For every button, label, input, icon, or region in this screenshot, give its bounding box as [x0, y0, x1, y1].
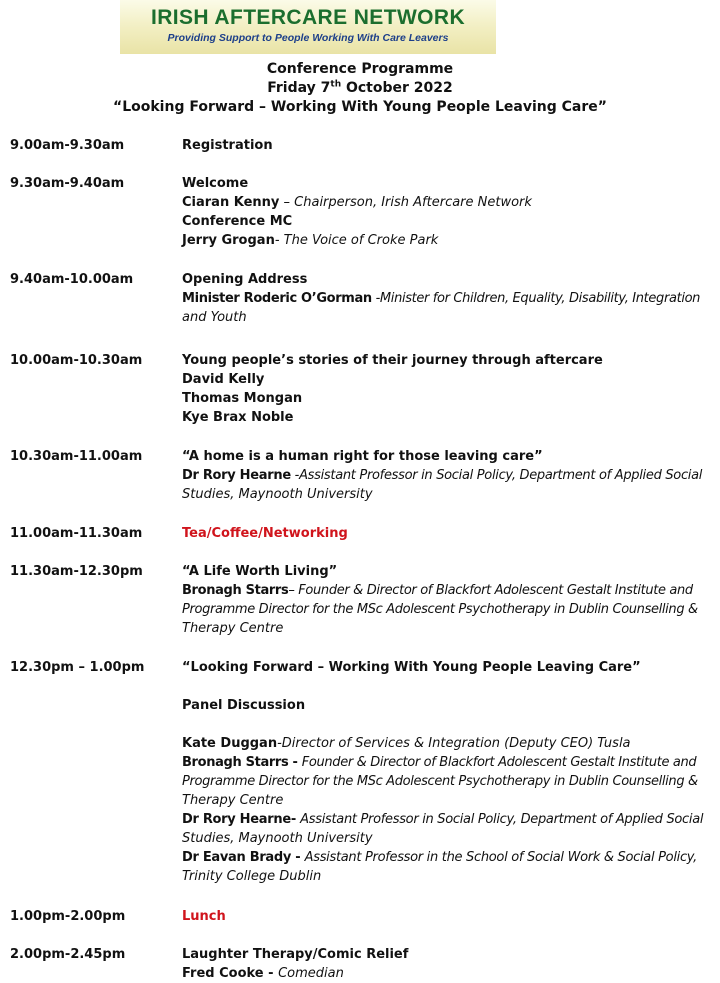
panelist-role: -Director of Services & Integration (Deputy CEO) Tusla	[277, 736, 631, 751]
slot-time: 9.40am-10.00am	[10, 272, 134, 287]
panelist-name: Dr Rory Hearne-	[182, 812, 301, 827]
slot-time: 2.00pm-2.45pm	[10, 947, 126, 962]
speaker-name: Ciaran Kenny	[182, 195, 280, 210]
panelist-role-continued: Programme Director for the MSc Adolescent Psychotherapy in Dublin Counselling &	[182, 774, 698, 789]
slot-time: 11.00am-11.30am	[10, 526, 143, 541]
speaker-role-continued: Programme Director for the MSc Adolescent Psychotherapy in Dublin Counselling &	[182, 602, 698, 617]
speaker-name: Minister Roderic O’Gorman	[182, 291, 372, 306]
speaker-name: Kye Brax Noble	[182, 410, 294, 425]
break-title: Lunch	[182, 909, 226, 924]
date-sup: th	[330, 79, 342, 90]
panelist	[182, 734, 716, 753]
conference-theme: “Looking Forward – Working With Young People Leaving Care”	[113, 99, 607, 115]
panel-label: Panel Discussion	[182, 698, 306, 713]
panelist	[182, 810, 716, 829]
speaker-name: Dr Rory Hearne	[182, 468, 291, 483]
speaker-name: Thomas Mongan	[182, 391, 303, 406]
speaker-role: -Assistant Professor in Social Policy, Department of Applied Social	[290, 468, 703, 483]
panelist	[182, 753, 716, 772]
panelist-name: Bronagh Starrs -	[182, 755, 302, 770]
slot-time: 9.00am-9.30am	[10, 138, 125, 153]
slot-title: “Looking Forward – Working With Young People Leaving Care”	[182, 660, 641, 675]
panelist-name: Kate Duggan	[182, 736, 278, 751]
speaker-name: Jerry Grogan	[182, 233, 275, 248]
event-date	[0, 79, 720, 97]
slot-title: Laughter Therapy/Comic Relief	[182, 947, 409, 962]
logo-title: IRISH AFTERCARE NETWORK	[150, 6, 466, 29]
slot-title: “A home is a human right for those leaving care”	[182, 449, 543, 464]
panelist-name: Dr Eavan Brady -	[182, 850, 305, 865]
date-prefix: Friday 7	[267, 80, 331, 96]
speaker-role: – Founder & Director of Blackfort Adolescent Gestalt Institute and	[288, 583, 693, 598]
panelist-role: Assistant Professor in Social Policy, Department of Applied Social	[300, 812, 704, 827]
speaker-role-continued: Studies, Maynooth University	[182, 487, 373, 502]
panelist	[182, 848, 716, 867]
slot-title: “A Life Worth Living”	[182, 564, 338, 579]
slot-time: 9.30am-9.40am	[10, 176, 125, 191]
speaker-role: -Minister for Children, Equality, Disability, Integration	[371, 291, 701, 306]
mc-label: Conference MC	[182, 214, 293, 229]
panelist-role-continued: Studies, Maynooth University	[182, 831, 373, 846]
panelist-role: Founder & Director of Blackfort Adolescent Gestalt Institute and	[301, 755, 697, 770]
logo-banner	[120, 0, 496, 54]
slot-time: 1.00pm-2.00pm	[10, 909, 126, 924]
speaker-name: Fred Cooke -	[182, 966, 279, 981]
programme-title: Conference Programme	[266, 61, 454, 77]
slot-time: 12.30pm – 1.00pm	[10, 660, 145, 675]
speaker-role: - The Voice of Croke Park	[274, 233, 439, 248]
speaker-role-continued: and Youth	[182, 310, 247, 325]
date-suffix: October 2022	[341, 80, 453, 96]
break-title: Tea/Coffee/Networking	[182, 526, 348, 541]
slot-title: Opening Address	[182, 272, 308, 287]
panelist-role: Assistant Professor in the School of Social Work & Social Policy,	[304, 850, 698, 865]
speaker-name: Bronagh Starrs	[182, 583, 289, 598]
slot-title: Young people’s stories of their journey through aftercare	[182, 353, 603, 368]
slot-title: Welcome	[182, 176, 249, 191]
speaker-role-continued: Therapy Centre	[182, 621, 284, 636]
slot-time: 11.30am-12.30pm	[10, 564, 143, 579]
panelist-role-continued: Therapy Centre	[182, 793, 284, 808]
slot-time: 10.00am-10.30am	[10, 353, 143, 368]
panelist-role-continued: Trinity College Dublin	[182, 869, 322, 884]
logo-tagline: Providing Support to People Working With Care Leavers	[167, 32, 449, 44]
slot-title: Registration	[182, 138, 273, 153]
speaker-role: – Chairperson, Irish Aftercare Network	[279, 195, 532, 210]
speaker-name: David Kelly	[182, 372, 265, 387]
slot-time: 10.30am-11.00am	[10, 449, 143, 464]
panel-list	[182, 734, 716, 886]
speaker-role: Comedian	[278, 966, 344, 981]
